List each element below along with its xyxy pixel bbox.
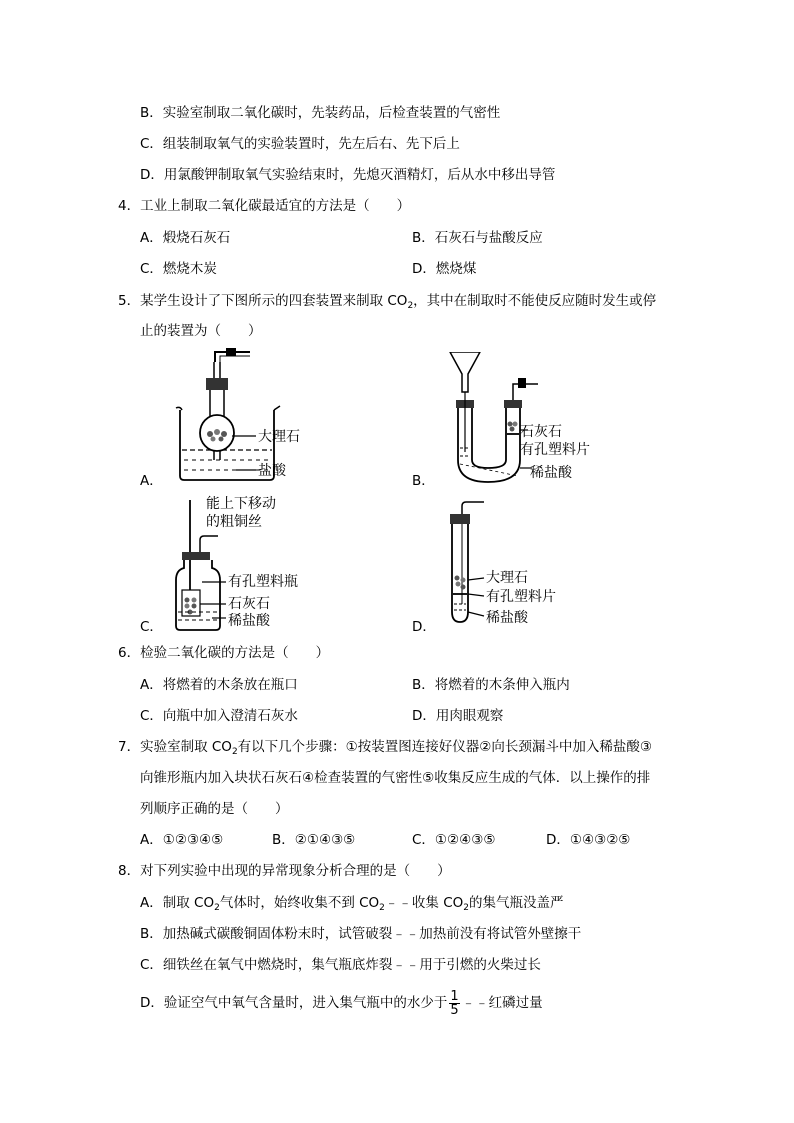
q3-option-d: D．用氯酸钾制取氧气实验结束时，先熄灭酒精灯，后从水中移出导管 xyxy=(140,167,556,183)
q4-option-a: A．煅烧石灰石 xyxy=(140,230,231,246)
fig-a-label-marble: 大理石 xyxy=(258,429,300,445)
q7-option-d: D．①④③②⑤ xyxy=(546,832,631,848)
q5-stem-line1: 5．某学生设计了下图所示的四套装置来制取 $CO_2$，其中在制取时不能使反应随时发生或停 xyxy=(118,293,657,311)
q7-stem-line1: 7．实验室制取 $CO_2$有以下几个步骤：①按装置图连接好仪器②向长颈漏斗中加入稀盐酸③ xyxy=(118,739,652,757)
fig-b-letter: B． xyxy=(412,473,435,489)
q7-stem-line2: 向锥形瓶内加入块状石灰石④检查装置的气密性⑤收集反应生成的气体．以上操作的排 xyxy=(140,770,651,786)
fig-c-label-dilute-acid: 稀盐酸 xyxy=(228,613,270,629)
q8-option-a: A．制取 $CO_2$气体时，始终收集不到 $CO_2﹣﹣$收集 $CO_2$的集气瓶没盖严 xyxy=(140,895,564,913)
fig-c-label-copper-wire: 的粗铜丝 xyxy=(206,514,262,530)
q6-stem: 6．检验二氧化碳的方法是（ ） xyxy=(118,645,330,661)
q3-option-c: C．组装制取氧气的实验装置时，先左后右、先下后上 xyxy=(140,136,460,152)
fig-a-letter: A． xyxy=(140,473,163,489)
fig-c-label-plastic-bottle: 有孔塑料瓶 xyxy=(228,574,298,590)
fig-c-letter: C． xyxy=(140,619,163,635)
fig-d-label-plastic-plate: 有孔塑料片 xyxy=(486,589,556,605)
q4-stem: 4．工业上制取二氧化碳最适宜的方法是（ ） xyxy=(118,198,411,214)
fig-c-label-movable: 能上下移动 xyxy=(206,496,276,512)
q7-option-c: C．①②④③⑤ xyxy=(412,832,496,848)
q3-option-b: B．实验室制取二氧化碳时，先装药品，后检查装置的气密性 xyxy=(140,105,501,121)
fig-a-apparatus xyxy=(170,348,320,488)
q6-option-b: B．将燃着的木条伸入瓶内 xyxy=(412,677,570,693)
fig-d-letter: D． xyxy=(412,619,436,635)
fig-a-label-acid: 盐酸 xyxy=(258,463,286,479)
q7-option-a: A．①②③④⑤ xyxy=(140,832,224,848)
q6-option-d: D．用肉眼观察 xyxy=(412,708,504,724)
fraction-one-fifth: $\frac{1}{5}$ xyxy=(450,988,459,1018)
q8-option-c: C．细铁丝在氧气中燃烧时，集气瓶底炸裂﹣﹣用于引燃的火柴过长 xyxy=(140,957,541,973)
fig-b-label-plastic-plate: 有孔塑料片 xyxy=(520,442,590,458)
fig-b-label-limestone: 石灰石 xyxy=(520,424,562,440)
q6-option-a: A．将燃着的木条放在瓶口 xyxy=(140,677,298,693)
q4-option-b: B．石灰石与盐酸反应 xyxy=(412,230,543,246)
q5-stem-line2: 止的装置为（ ） xyxy=(140,323,262,339)
fig-c-label-limestone: 石灰石 xyxy=(228,596,270,612)
q4-option-c: C．燃烧木炭 xyxy=(140,261,217,277)
fig-b-label-dilute-acid: 稀盐酸 xyxy=(530,465,572,481)
q6-option-c: C．向瓶中加入澄清石灰水 xyxy=(140,708,298,724)
q7-stem-line3: 列顺序正确的是（ ） xyxy=(140,801,289,817)
q8-option-d: D．验证空气中氧气含量时，进入集气瓶中的水少于 $\frac{1}{5}$ ﹣﹣红磷过量 xyxy=(140,988,543,1018)
fig-d-label-marble: 大理石 xyxy=(486,570,528,586)
q8-stem: 8．对下列实验中出现的异常现象分析合理的是（ ） xyxy=(118,863,451,879)
q4-option-d: D．燃烧煤 xyxy=(412,261,477,277)
q8-option-b: B．加热碱式碳酸铜固体粉末时，试管破裂﹣﹣加热前没有将试管外壁擦干 xyxy=(140,926,582,942)
fig-d-label-dilute-acid: 稀盐酸 xyxy=(486,610,528,626)
q7-option-b: B．②①④③⑤ xyxy=(272,832,356,848)
